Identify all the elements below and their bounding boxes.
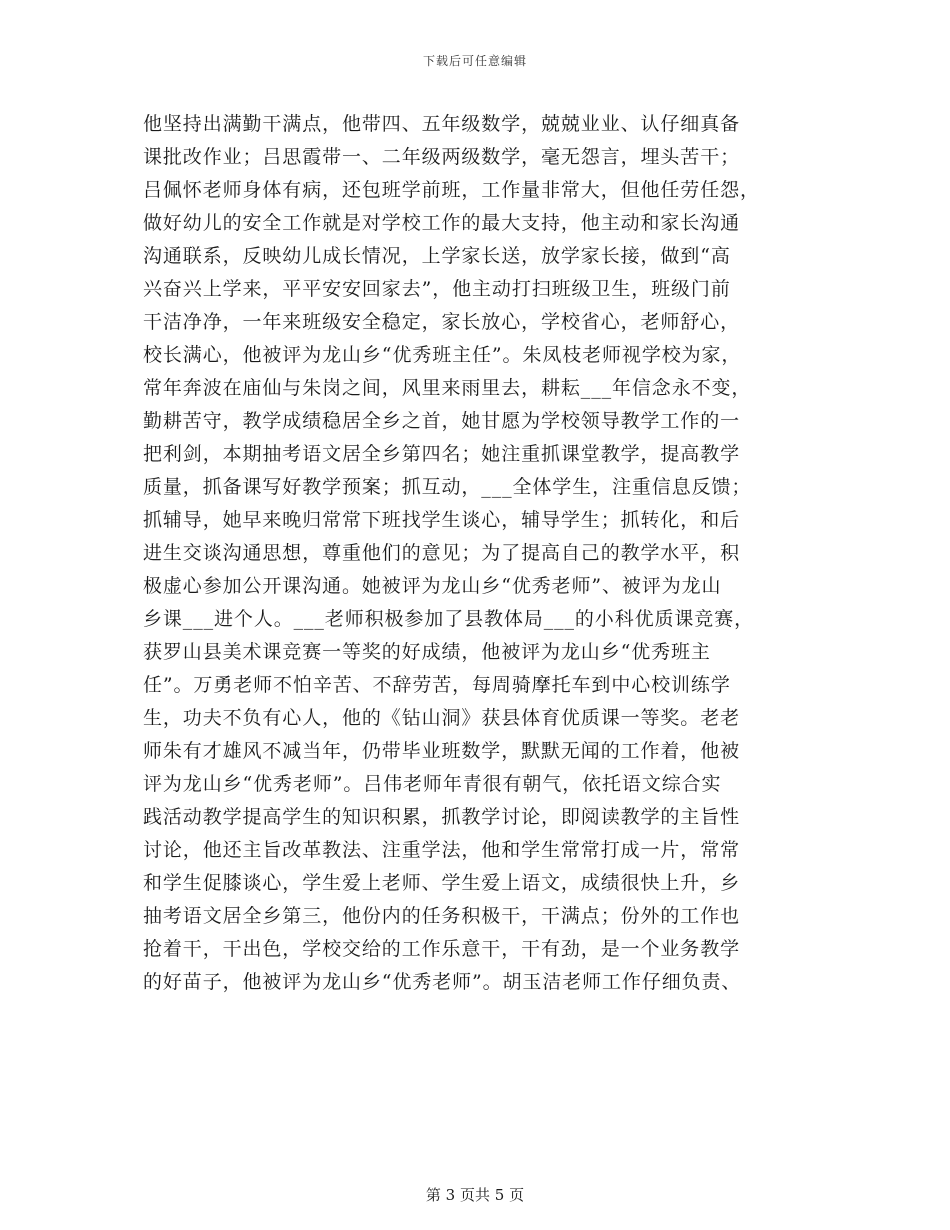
text-line: 进生交谈沟通思想，尊重他们的意见；为了提高自己的教学水平，积: [143, 542, 741, 564]
text-line: 获罗山县美术课竞赛一等奖的好成绩，他被评为龙山乡“优秀班主: [143, 641, 711, 663]
text-line: 干洁净净，一年来班级安全稳定，家长放心，学校省心，老师舒心，: [143, 311, 741, 333]
text-line: 做好幼儿的安全工作就是对学校工作的最大支持，他主动和家长沟通: [143, 212, 741, 234]
text-line: 校长满心，他被评为龙山乡“优秀班主任”。朱凤枝老师视学校为家，: [143, 344, 742, 366]
text-line: 抓辅导，她早来晚归常常下班找学生谈心，辅导学生；抓转化，和后: [143, 509, 741, 531]
text-line: 践活动教学提高学生的知识积累，抓教学讨论，即阅读教学的主旨性: [143, 806, 741, 828]
text-line: 和学生促膝谈心，学生爱上老师、学生爱上语文，成绩很快上升，乡: [143, 872, 741, 894]
text-line: 乡课___进个人。___老师积极参加了县教体局___的小科优质课竞赛，: [143, 608, 755, 630]
text-line: 常年奔波在庙仙与朱岗之间，风里来雨里去，耕耘___年信念永不变，: [143, 377, 752, 399]
text-line: 师朱有才雄风不减当年，仍带毕业班数学，默默无闻的工作着，他被: [143, 740, 741, 762]
text-line: 抢着干，干出色，学校交给的工作乐意干，干有劲，是一个业务教学: [143, 938, 741, 960]
text-line: 课批改作业；吕思霞带一、二年级两级数学，毫无怨言，埋头苦干；: [143, 146, 741, 168]
text-line: 极虚心参加公开课沟通。她被评为龙山乡“优秀老师”、被评为龙山: [143, 575, 722, 597]
text-line: 兴奋兴上学来，平平安安回家去”，他主动打扫班级卫生，班级门前: [143, 278, 731, 300]
text-line: 质量，抓备课写好教学预案；抓互动，___全体学生，注重信息反馈；: [143, 476, 752, 498]
text-line: 生，功夫不负有心人，他的《钻山洞》获县体育优质课一等奖。老老: [143, 707, 741, 729]
text-line: 的好苗子，他被评为龙山乡“优秀老师”。胡玉洁老师工作仔细负责、: [143, 971, 742, 993]
page-number: 第 3 页共 5 页: [425, 1186, 525, 1204]
text-line: 把利剑，本期抽考语文居全乡第四名；她注重抓课堂教学，提高教学: [143, 443, 741, 465]
text-line: 抽考语文居全乡第三，他份内的任务积极干，干满点；份外的工作也: [143, 905, 741, 927]
text-line: 他坚持出满勤干满点，他带四、五年级数学，兢兢业业、认仔细真备: [143, 113, 741, 135]
text-line: 评为龙山乡“优秀老师”。吕伟老师年青很有朝气，依托语文综合实: [143, 773, 722, 795]
text-line: 吕佩怀老师身体有病，还包班学前班，工作量非常大，但他任劳任怨，: [143, 179, 760, 201]
page-header: 下载后可任意编辑: [422, 54, 527, 68]
text-line: 讨论，他还主旨改革教法、注重学法，他和学生常常打成一片，常常: [143, 839, 741, 861]
document-body: [143, 108, 813, 999]
text-line: 沟通联系，反映幼儿成长情况，上学家长送，放学家长接，做到“高: [143, 245, 731, 267]
text-line: 勤耕苦守，教学成绩稳居全乡之首，她甘愿为学校领导教学工作的一: [143, 410, 741, 432]
text-line: 任”。万勇老师不怕辛苦、不辞劳苦，每周骑摩托车到中心校训练学: [143, 674, 731, 696]
